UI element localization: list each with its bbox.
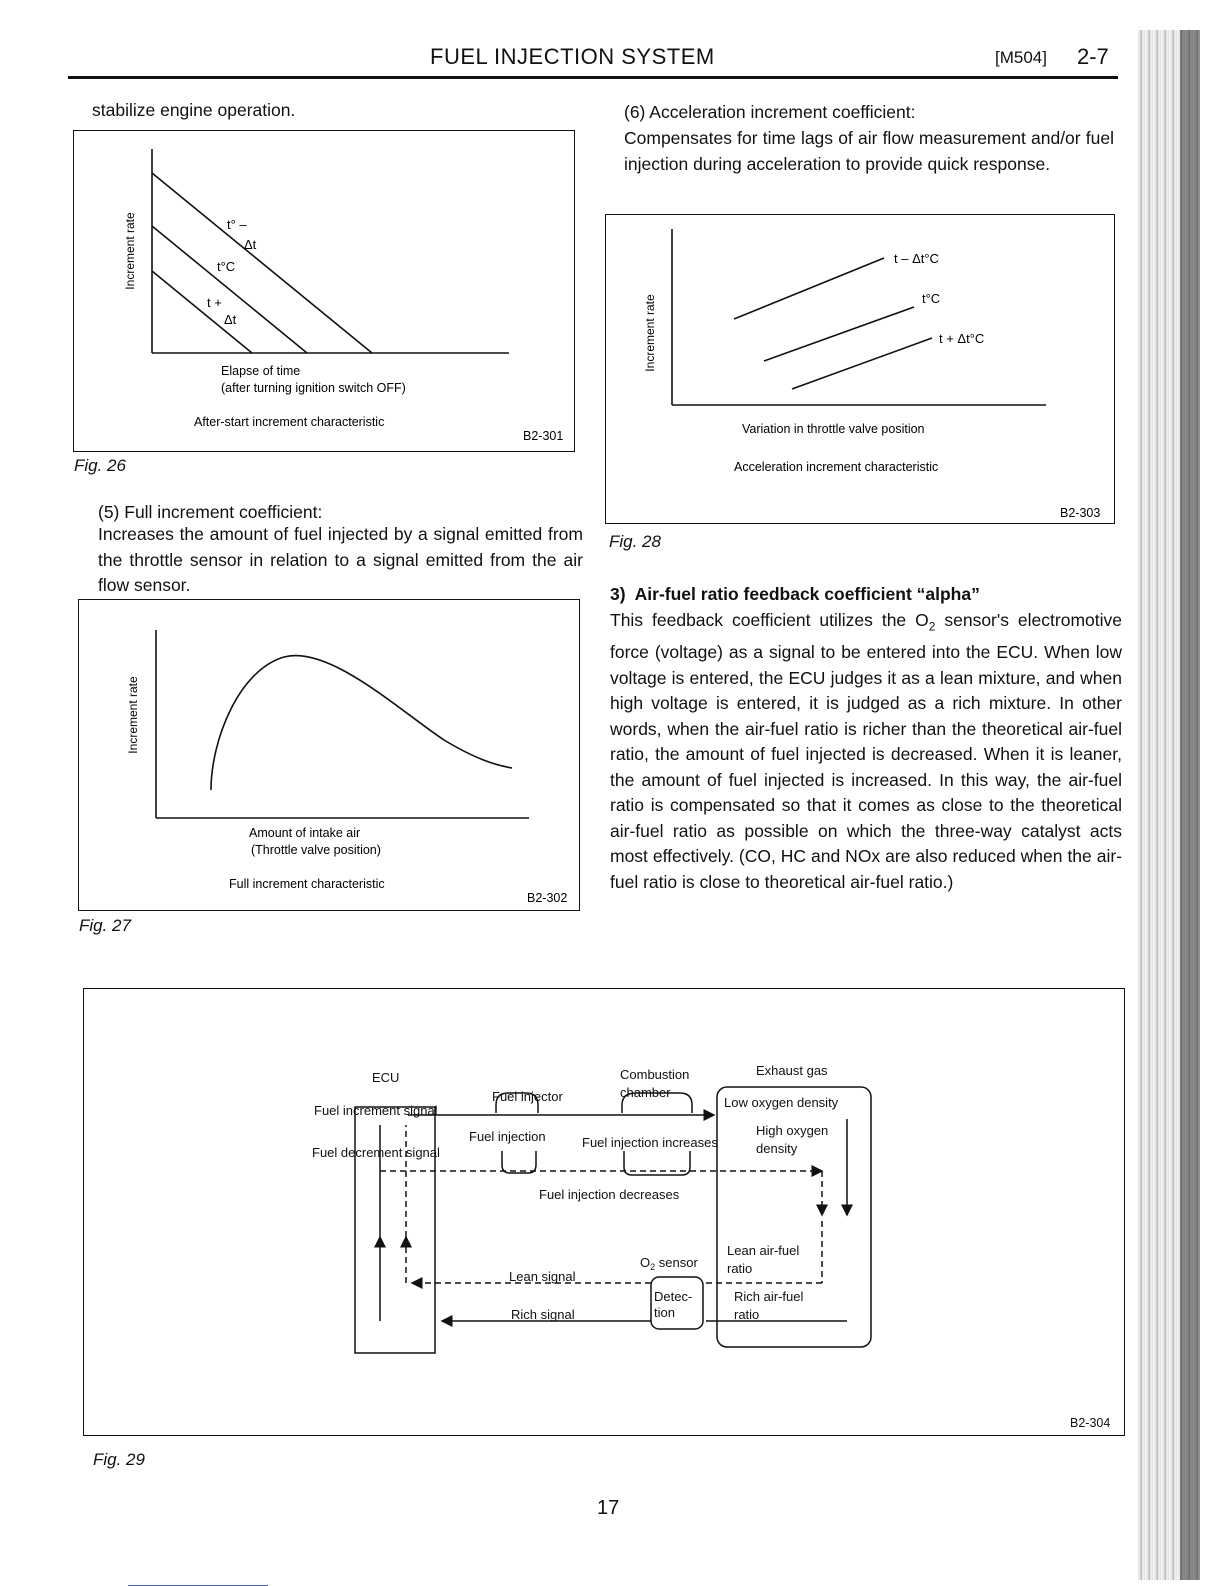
rich-ratio-label-2: ratio: [734, 1307, 760, 1322]
fig28-chart: [606, 215, 1114, 523]
ecu-label: ECU: [372, 1070, 400, 1085]
fig28-line-3: [792, 338, 932, 389]
section3-heading-text: Air-fuel ratio feedback coefficient “alpha”: [634, 584, 980, 604]
lean-signal-label: Lean signal: [509, 1269, 576, 1284]
fuel-injection-decreases-label: Fuel injection decreases: [539, 1187, 680, 1202]
exhaust-gas-label: Exhaust gas: [756, 1063, 828, 1078]
section3-body: [610, 608, 1122, 895]
section3-heading-num: 3): [610, 584, 626, 604]
rich-signal-label: Rich signal: [511, 1307, 575, 1322]
o2-sensor-label: $O_2$ sensor: [640, 1255, 698, 1272]
fuel-injection-label: Fuel injection: [469, 1129, 546, 1144]
fig28-box: [605, 214, 1115, 524]
fig28-caption: Fig. 28: [609, 532, 661, 551]
section6-heading: (6) Acceleration increment coefficient:: [624, 102, 916, 122]
fig27-ylabel: Increment rate: [126, 676, 140, 754]
fig29-diagram: [84, 989, 1124, 1435]
fig26-label-t: t°C: [217, 259, 236, 274]
fig27-title: Full increment characteristic: [229, 877, 385, 891]
page-header-title: FUEL INJECTION SYSTEM: [430, 44, 715, 69]
fig29-box: [83, 988, 1125, 1436]
fig29-code: B2-304: [1070, 1416, 1111, 1430]
fig27-chart: [79, 600, 579, 910]
fig28-label-1: t – Δt°C: [894, 251, 939, 266]
fig28-label-3: t + Δt°C: [939, 331, 985, 346]
fig26-line-t-minus: [152, 173, 372, 353]
page-header-number: 2-7: [1077, 44, 1109, 69]
section3-body-sub: 2: [928, 619, 936, 634]
fig28-label-2: t°C: [922, 291, 941, 306]
lean-ratio-label-1: Lean air-fuel: [727, 1243, 800, 1258]
fuel-increment-signal-label: Fuel increment signal: [314, 1103, 438, 1118]
fig27-xlabel-1: Amount of intake air: [249, 826, 361, 840]
fig29-caption: Fig. 29: [93, 1450, 145, 1469]
fig26-code: B2-301: [523, 429, 564, 443]
fig26-label-tplus-1: t +: [207, 295, 222, 310]
detection-label-2: tion: [654, 1305, 675, 1320]
fig28-xlabel: Variation in throttle valve position: [742, 422, 925, 436]
fuel-decrement-signal-label: Fuel decrement signal: [312, 1145, 440, 1160]
binder-shadow: [1180, 30, 1200, 1580]
section5-body: Increases the amount of fuel injected by a signal emitted from the throttle sensor in relation to a signal emitted from the air flow sensor.: [98, 524, 583, 595]
section3-body-post: sensor's electromotive force (voltage) as a signal to be entered into the ECU. When low voltage is entered, the ECU judges it as a lean mixture, and when high voltage is entered, it is judged as a rich mixture. In other words, when the air-fuel ratio is richer than the theoretical air-fuel ratio, the amount of fuel injected is decreased. When it is leaner, the amount of fuel injected is increased. In this way, the air-fuel ratio is compensated so that it comes as close to the theoretical air-fuel ratio as possible on which the three-way catalyst acts most effectively. (CO, HC and NOx are also reduced when the air-fuel ratio is close to theoretical air-fuel ratio.): [610, 610, 1122, 892]
combustion-label-2: chamber: [620, 1085, 671, 1100]
header-rule: [68, 76, 1118, 79]
fig26-xlabel-1: Elapse of time: [221, 364, 301, 378]
fig26-ylabel: Increment rate: [123, 212, 137, 290]
fig27-curve: [211, 656, 512, 790]
fuel-injector-label: Fuel injector: [492, 1089, 563, 1104]
fig26-xlabel-2: (after turning ignition switch OFF): [221, 381, 406, 395]
page-number: 17: [597, 1497, 620, 1519]
fig26-caption: Fig. 26: [74, 456, 126, 475]
high-oxygen-label-1: High oxygen: [756, 1123, 829, 1138]
fig28-code: B2-303: [1060, 506, 1101, 520]
high-oxygen-label-2: density: [756, 1141, 798, 1156]
fig26-label-tminus-1: t° –: [227, 217, 247, 232]
fig26-box: [73, 130, 575, 452]
fig27-xlabel-2: (Throttle valve position): [251, 843, 381, 857]
fig26-line-t-plus: [152, 271, 252, 353]
rich-ratio-label-1: Rich air-fuel: [734, 1289, 804, 1304]
lean-ratio-label-2: ratio: [727, 1261, 753, 1276]
fig28-ylabel: Increment rate: [643, 294, 657, 372]
fig27-code: B2-302: [527, 891, 568, 905]
low-oxygen-label: Low oxygen density: [724, 1095, 839, 1110]
detection-label-1: Detec-: [654, 1289, 693, 1304]
intro-text: stabilize engine operation.: [92, 100, 296, 120]
section5-heading: (5) Full increment coefficient:: [98, 502, 323, 522]
ecu-box: [355, 1107, 435, 1353]
fig26-label-tplus-2: Δt: [224, 312, 237, 327]
fig26-title: After-start increment characteristic: [194, 415, 385, 429]
fig28-title: Acceleration increment characteristic: [734, 460, 939, 474]
section6-body: Compensates for time lags of air flow measurement and/or fuel injection during acceleration to provide quick response.: [624, 128, 1114, 174]
fig28-line-1: [734, 258, 884, 319]
section3-heading: [610, 582, 980, 608]
fig27-caption: Fig. 27: [79, 916, 131, 935]
fig27-box: [78, 599, 580, 911]
section3-body-pre: This feedback coefficient utilizes the O: [610, 610, 929, 630]
fuel-injection-increases-label: Fuel injection increases: [582, 1135, 718, 1150]
fig26-chart: [74, 131, 574, 451]
fig26-label-tminus-2: Δt: [244, 237, 257, 252]
combustion-label-1: Combustion: [620, 1067, 690, 1082]
page-header-code: [M504]: [995, 48, 1047, 67]
